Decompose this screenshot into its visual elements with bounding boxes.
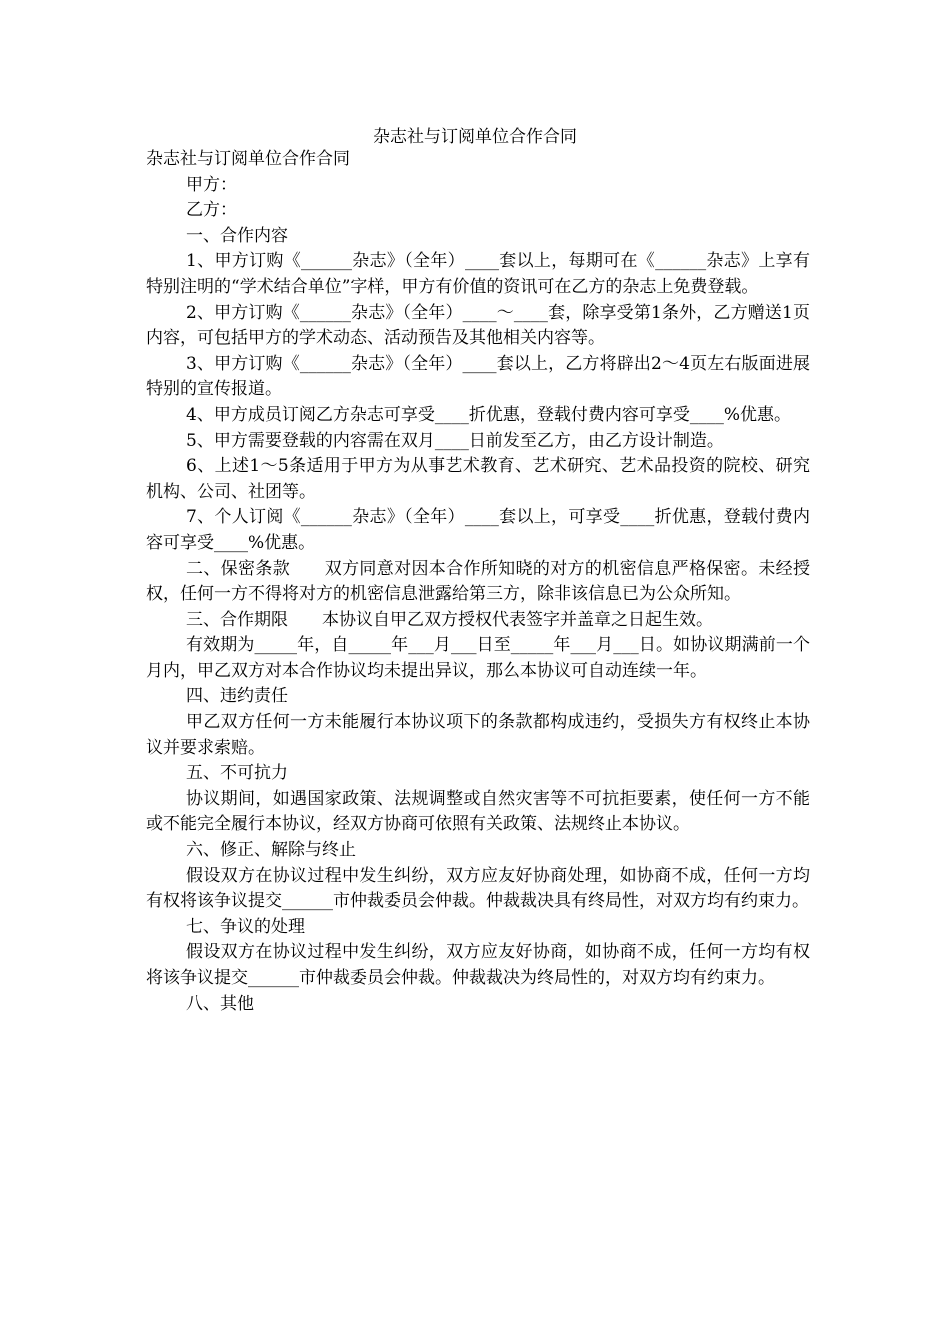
section-heading-cooperation: 一、合作内容: [186, 225, 288, 246]
document-body: [146, 147, 810, 1017]
amendment-paragraph: 假设双方在协议过程中发生纠纷，双方应友好协商处理，如协商不成，任何一方均有权将该争议提交______市仲裁委员会仲裁。仲裁裁决具有终局性，对双方均有约束力。: [146, 865, 810, 912]
party-b-line: 乙方：: [186, 200, 237, 221]
party-a-line: 甲方：: [186, 174, 237, 195]
clause-2: 2、甲方订购《______杂志》（全年）____～____套，除享受第1条外，乙方赠送1页内容，可包括甲方的学术动态、活动预告及其他相关内容等。: [146, 302, 810, 349]
term-validity-paragraph: 有效期为_____年，自_____年___月___日至_____年___月___日。如协议期满前一个月内，甲乙双方对本合作协议均未提出异议，那么本协议可自动连续一年。: [146, 635, 810, 681]
section-heading-amendment: 六、修正、解除与终止: [186, 840, 356, 861]
document-heading: 杂志社与订阅单位合作合同: [146, 149, 350, 169]
section-term: 三、合作期限 本协议自甲乙双方授权代表签字并盖章之日起生效。: [186, 609, 713, 630]
page-title: 杂志社与订阅单位合作合同: [373, 127, 577, 147]
clause-6: 6、上述1～5条适用于甲方为从事艺术教育、艺术研究、艺术品投资的院校、研究机构、公司、社团等。: [146, 456, 810, 502]
clause-3: 3、甲方订购《______杂志》（全年）____套以上，乙方将辟出2～4页左右版面进展特别的宣传报道。: [146, 353, 810, 400]
section-heading-force-majeure: 五、不可抗力: [186, 763, 288, 784]
clause-1: 1、甲方订购《______杂志》（全年）____套以上，每期可在《______杂志》上享有特别注明的“学术结合单位”字样，甲方有价值的资讯可在乙方的杂志上免费登载。: [146, 251, 810, 297]
clause-7: 7、个人订阅《______杂志》（全年）____套以上，可享受____折优惠，登载付费内容可享受____%优惠。: [146, 507, 810, 553]
force-majeure-paragraph: 协议期间，如遇国家政策、法规调整或自然灾害等不可抗拒要素，使任何一方不能或不能完全履行本协议，经双方协商可依照有关政策、法规终止本协议。: [146, 788, 810, 835]
section-heading-dispute: 七、争议的处理: [186, 916, 305, 937]
dispute-paragraph: 假设双方在协议过程中发生纠纷，双方应友好协商，如协商不成，任何一方均有权将该争议提交______市仲裁委员会仲裁。仲裁裁决为终局性的，对双方均有约束力。: [146, 942, 810, 988]
clause-4: 4、甲方成员订阅乙方杂志可享受____折优惠，登载付费内容可享受____%优惠。: [186, 404, 791, 425]
breach-paragraph: 甲乙双方任何一方未能履行本协议项下的条款都构成违约，受损失方有权终止本协议并要求索赔。: [146, 712, 810, 758]
section-confidentiality: 二、保密条款 双方同意对因本合作所知晓的对方的机密信息严格保密。未经授权，任何一方不得将对方的机密信息泄露给第三方，除非该信息已为公众所知。: [146, 558, 810, 605]
clause-5: 5、甲方需要登载的内容需在双月____日前发至乙方，由乙方设计制造。: [186, 430, 724, 451]
section-heading-breach: 四、违约责任: [186, 686, 288, 707]
section-heading-other: 八、其他: [186, 993, 254, 1014]
